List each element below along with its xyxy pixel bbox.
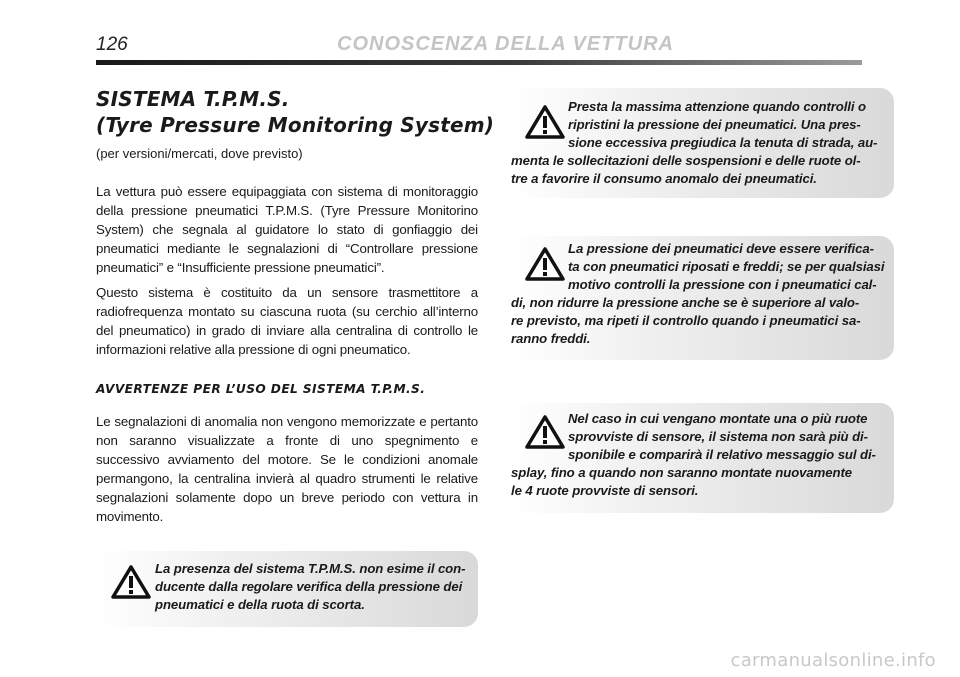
warning-line: di, non ridurre la pressione anche se è superiore al valo-: [511, 295, 860, 310]
page-number: 126: [96, 34, 128, 55]
warning-text: [511, 410, 886, 500]
paragraph-sensor: Questo sistema è costituito da un sensore trasmettitore a radiofrequenza montato su ciascuna ruota (su cerchio all’interno del pneumatico) in grado di inviare alla centralina di controllo le informazioni relative alla pressione di ogni pneumatico.: [96, 285, 478, 357]
warning-line: tre a favorire il consumo anomalo dei pneumatici.: [511, 171, 817, 186]
section-title: [96, 86, 495, 138]
warning-box-cold-tyres: [511, 236, 894, 360]
paragraph-intro: La vettura può essere equipaggiata con sistema di monitoraggio della pressione pneumatici T.P.M.S. (Tyre Pressure Monitorino System) che segnala al guidatore lo stato di gonfiaggio dei pneumatici mediante le segnalazioni di “Controllare pressione pneumatici” e “Insufficiente pressione pneumatici”.: [96, 184, 478, 275]
warning-line: Presta la massima attenzione quando controlli o: [568, 99, 866, 114]
warning-text: [155, 560, 469, 614]
warning-line: sponibile e comparirà il relativo messaggio sul di-: [568, 447, 876, 462]
warning-box-sensorless-wheels: [511, 403, 894, 513]
warning-line: ta con pneumatici riposati e freddi; se per qualsiasi: [568, 259, 885, 274]
warning-line: ripristini la pressione dei pneumatici. Una pres-: [568, 117, 861, 132]
paragraph-anomaly: Le segnalazioni di anomalia non vengono memorizzate e pertanto non saranno visualizzate a fronte di uno spegnimento e successivo avviamento del motore. Se le condizioni anomale permangono, la centralina invierà al quadro strumenti le relative segnalazioni solamente dopo un breve periodo con vettura in movimento.: [96, 414, 478, 524]
warning-line: pneumatici e della ruota di scorta.: [155, 597, 365, 612]
warning-text: [511, 98, 886, 188]
warning-line: splay, fino a quando non saranno montate nuovamente: [511, 465, 852, 480]
warning-line: menta le sollecitazioni delle sospensioni e delle ruote ol-: [511, 153, 861, 168]
warning-line: re previsto, ma ripeti il controllo quando i pneumatici sa-: [511, 313, 861, 328]
warning-line: ducente dalla regolare verifica della pressione dei: [155, 579, 463, 594]
warning-line: sione eccessiva pregiudica la tenuta di strada, au-: [568, 135, 878, 150]
warning-box-spare-wheel: [96, 551, 478, 627]
warning-line: sprovviste di sensore, il sistema non sarà più di-: [568, 429, 868, 444]
warnings-subheading: AVVERTENZE PER L’USO DEL SISTEMA T.P.M.S.: [96, 382, 426, 396]
warning-line: Nel caso in cui vengano montate una o più ruote: [568, 411, 868, 426]
warning-line: ranno freddi.: [511, 331, 591, 346]
section-title-line-2: (Tyre Pressure Monitoring System): [96, 113, 495, 137]
section-title-line-1: SISTEMA T.P.M.S.: [96, 87, 290, 111]
section-subtitle: (per versioni/mercati, dove previsto): [96, 146, 303, 161]
warning-box-pressure-attention: [511, 88, 894, 198]
warning-line: La presenza del sistema T.P.M.S. non esime il con-: [155, 561, 466, 576]
main-text-column: [96, 86, 495, 526]
watermark: carmanualsonline.info: [730, 650, 936, 671]
warning-text: [511, 240, 886, 348]
header-rule: [96, 60, 862, 65]
warning-triangle-icon: [111, 565, 151, 599]
warning-line: La pressione dei pneumatici deve essere verifica-: [568, 241, 874, 256]
warning-line: le 4 ruote provviste di sensori.: [511, 483, 699, 498]
running-title: CONOSCENZA DELLA VETTURA: [337, 33, 674, 55]
warning-line: motivo controlli la pressione con i pneumatici cal-: [568, 277, 877, 292]
